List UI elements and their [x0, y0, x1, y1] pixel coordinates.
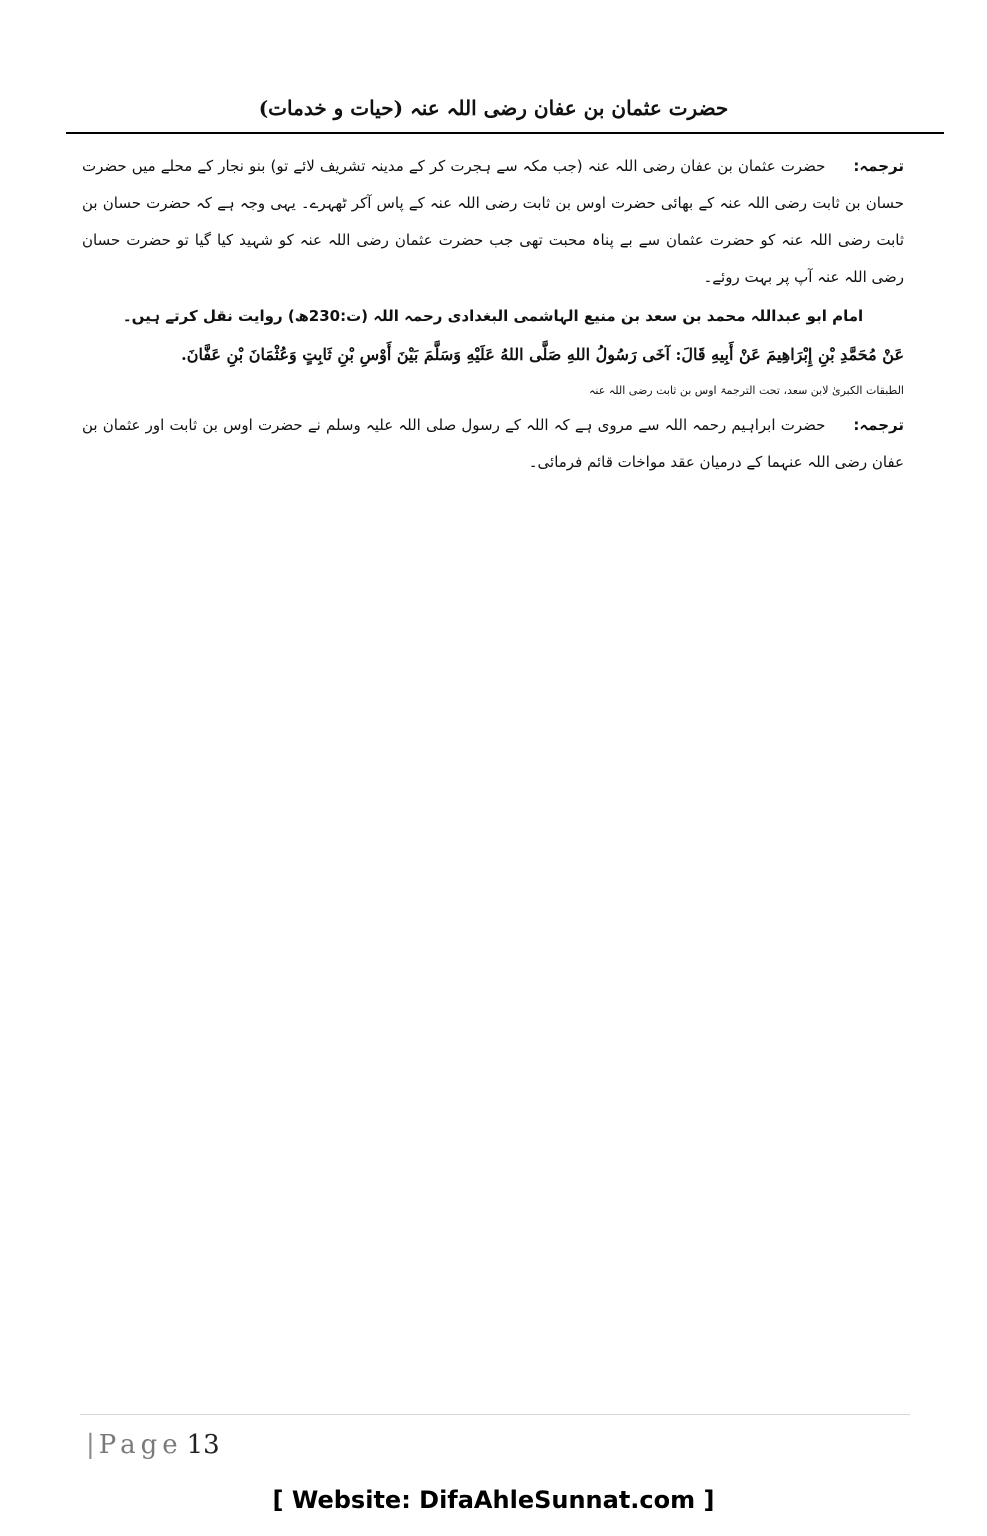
page-content	[82, 148, 904, 481]
page-number: 13	[186, 1430, 220, 1460]
translation-paragraph-2	[82, 407, 904, 481]
translation-label-1: ترجمہ:	[853, 157, 904, 175]
page-word: Page	[98, 1430, 183, 1460]
hadith-reference: الطبقات الکبریٰ لابن سعد، تحت الترجمۃ اوس بن ثابت رضی اللہ عنہ	[588, 384, 904, 397]
translation-text-2: حضرت ابراہیم رحمہ اللہ سے مروی ہے کہ اللہ کے رسول صلی اللہ علیہ وسلم نے حضرت اوس بن ثابت اور عثمان بن عفان رضی اللہ عنہما کے درمیان عقد مواخات قائم فرمائی۔	[82, 416, 904, 471]
page-separator: |	[86, 1430, 95, 1460]
translation-text-1: حضرت عثمان بن عفان رضی اللہ عنہ (جب مکہ سے ہجرت کر کے مدینہ تشریف لائے تو) بنو نجار کے محلے میں حضرت حسان بن ثابت رضی اللہ عنہ کے بھائی حضرت اوس بن ثابت رضی اللہ عنہ کے پاس آکر ٹھہرے۔ یہی وجہ ہے کہ حضرت حسان بن ثابت رضی اللہ عنہ کو حضرت عثمان سے بے پناہ محبت تھی جب حضرت عثمان رضی اللہ عنہ کو شہید کیا گیا تو حضرت حسان رضی اللہ عنہ آپ پر بہت روئے۔	[82, 157, 904, 286]
translation-label-2: ترجمہ:	[853, 416, 904, 434]
footer-divider	[80, 1414, 910, 1415]
header-divider	[66, 132, 944, 134]
translation-paragraph-1	[82, 148, 904, 296]
page-number-block	[86, 1430, 220, 1460]
page-header-title: حضرت عثمان بن عفان رضی اللہ عنہ (حیات و خدمات)	[258, 96, 729, 120]
arabic-hadith-text: عَنْ مُحَمَّدِ بْنِ إِبْرَاهِيمَ عَنْ أَبِيهِ قَالَ: آخَى رَسُولُ اللهِ صَلَّى اللهُ عَلَيْهِ وَسَلَّمَ بَيْنَ أَوْسِ بْنِ ثَابِتٍ وَعُثْمَانَ بْنِ عَفَّانَ.	[181, 345, 904, 364]
website-link[interactable]: [ Website: DifaAhleSunnat.com ]	[272, 1486, 715, 1514]
narration-intro: امام ابو عبداللہ محمد بن سعد بن منیع الہاشمی البغدادی رحمہ اللہ (ت:230ھ) روایت نقل کرتے ہیں۔	[122, 307, 864, 325]
